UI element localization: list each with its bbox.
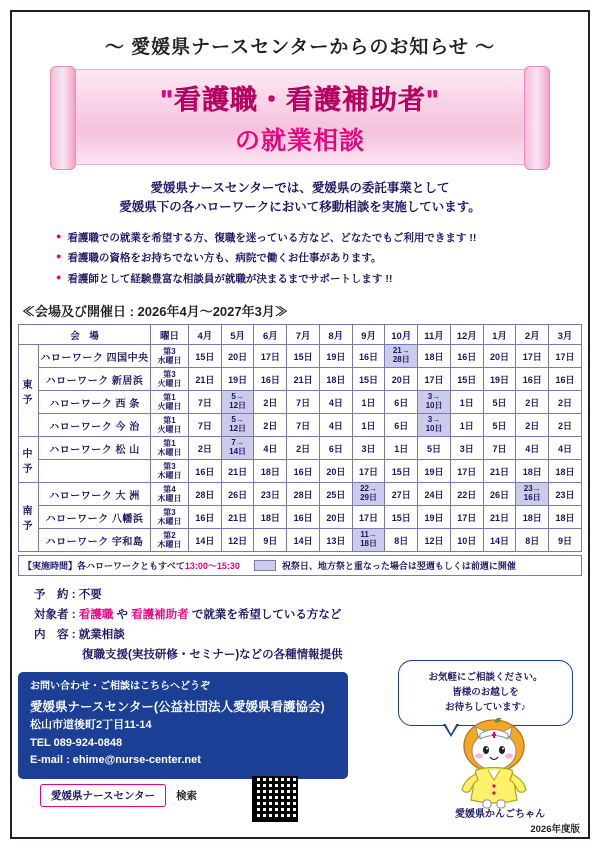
date-cell: 17日: [254, 345, 287, 368]
date-cell: 1日: [450, 391, 483, 414]
date-cell: 2日: [549, 414, 582, 437]
date-cell: 3日: [450, 437, 483, 460]
content-line: [34, 625, 582, 645]
info-block: [34, 585, 582, 666]
col-header-month: 1月: [483, 325, 516, 345]
col-header-month: 8月: [319, 325, 352, 345]
date-cell: 15日: [352, 368, 385, 391]
table-row: [19, 529, 582, 552]
venue-cell: ハローワーク 新居浜: [39, 368, 151, 391]
date-cell: 23日: [254, 483, 287, 506]
date-cell: 15日: [189, 345, 222, 368]
col-header-month: 3月: [549, 325, 582, 345]
date-cell: 7日: [189, 391, 222, 414]
bullet-list: [56, 228, 582, 289]
content-label: 内 容 :: [34, 629, 76, 642]
bullet-item: ● 看護職での就業を希望する方、復職を迷っている方など、どなたでもご利用できます !!: [56, 228, 582, 248]
reservation-value: 不要: [78, 589, 102, 602]
col-header-month: 5月: [221, 325, 254, 345]
date-cell: 1日: [450, 414, 483, 437]
table-row: [19, 391, 582, 414]
date-cell: 4日: [319, 414, 352, 437]
date-cell: 19日: [221, 368, 254, 391]
note-prefix: 【実施時間】各ハローワークともすべて: [23, 561, 185, 572]
contact-tel: TEL 089-924-0848: [30, 736, 123, 749]
target-line: [34, 605, 582, 625]
weekday-cell: 第1 火曜日: [151, 414, 189, 437]
date-cell: 19日: [418, 506, 451, 529]
date-cell: 2日: [254, 391, 287, 414]
date-cell: 5日: [418, 437, 451, 460]
date-cell: 18日: [254, 460, 287, 483]
date-cell: 19日: [418, 460, 451, 483]
date-cell: 21日: [483, 506, 516, 529]
reservation-label: 予 約 :: [34, 589, 76, 602]
date-cell: 2日: [189, 437, 222, 460]
schedule-table-body: [19, 345, 582, 552]
date-cell: 7日: [287, 391, 320, 414]
date-cell: 18日: [516, 506, 549, 529]
date-cell: 5→ 12日: [221, 414, 254, 437]
date-cell: 8日: [516, 529, 549, 552]
venue-cell: ハローワーク 宇和島: [39, 529, 151, 552]
date-cell: 16日: [549, 368, 582, 391]
region-cell: 東予: [19, 345, 39, 437]
date-cell: 2日: [549, 391, 582, 414]
date-cell: 16日: [254, 368, 287, 391]
target-nurse: 看護職: [78, 609, 114, 622]
date-cell: 23日: [549, 483, 582, 506]
search-row: [40, 784, 211, 807]
date-cell: 5→ 12日: [221, 391, 254, 414]
date-cell: 17日: [352, 506, 385, 529]
date-cell: 17日: [450, 460, 483, 483]
date-cell: 2日: [287, 437, 320, 460]
date-cell: 15日: [450, 368, 483, 391]
search-button[interactable]: [176, 788, 211, 803]
col-header-month: 2月: [516, 325, 549, 345]
date-cell: 18日: [549, 506, 582, 529]
col-header-month: 6月: [254, 325, 287, 345]
date-cell: 21日: [287, 368, 320, 391]
date-cell: 4日: [254, 437, 287, 460]
date-cell: 10日: [450, 529, 483, 552]
date-cell: 16日: [450, 345, 483, 368]
col-header-month: 12月: [450, 325, 483, 345]
schedule-heading: ≪会場及び開催日 : 2026年4月～2027年3月≫: [22, 304, 288, 320]
date-cell: 19日: [319, 345, 352, 368]
col-header-month: 11月: [418, 325, 451, 345]
banner-title-line1: "看護職・看護補助者": [160, 85, 440, 115]
date-cell: 16日: [189, 506, 222, 529]
date-cell: 5日: [483, 391, 516, 414]
venue-cell: [39, 460, 151, 483]
date-cell: 6日: [319, 437, 352, 460]
lead-line-2: 愛媛県下の各ハローワークにおいて移動相談を実施しています。: [119, 200, 481, 215]
date-cell: 13日: [319, 529, 352, 552]
date-cell: 22日: [450, 483, 483, 506]
col-header-month: 4月: [189, 325, 222, 345]
venue-cell: ハローワーク 松 山: [39, 437, 151, 460]
date-cell: 20日: [319, 460, 352, 483]
table-row: [19, 368, 582, 391]
title-banner: [65, 69, 535, 165]
date-cell: 7日: [189, 414, 222, 437]
table-row: [19, 414, 582, 437]
date-cell: 21日: [221, 460, 254, 483]
weekday-cell: 第1 火曜日: [151, 391, 189, 414]
date-cell: 21日: [221, 506, 254, 529]
date-cell: 6日: [385, 414, 418, 437]
table-row: [19, 506, 582, 529]
date-cell: 17日: [516, 345, 549, 368]
date-cell: 20日: [385, 368, 418, 391]
date-cell: 8日: [385, 529, 418, 552]
date-cell: 18日: [319, 368, 352, 391]
date-cell: 16日: [287, 460, 320, 483]
date-cell: 17日: [352, 460, 385, 483]
date-cell: 21日: [483, 460, 516, 483]
contact-address: 松山市道後町2丁目11-14: [30, 719, 152, 731]
venue-cell: ハローワーク 八幡浜: [39, 506, 151, 529]
date-cell: 26日: [483, 483, 516, 506]
search-input[interactable]: 愛媛県ナースセンター: [40, 784, 166, 807]
date-cell: 9日: [549, 529, 582, 552]
col-header-month: 9月: [352, 325, 385, 345]
date-cell: 3→ 10日: [418, 414, 451, 437]
date-cell: 9日: [254, 529, 287, 552]
date-cell: 20日: [221, 345, 254, 368]
date-cell: 16日: [189, 460, 222, 483]
table-row: [19, 345, 582, 368]
date-cell: 18日: [549, 460, 582, 483]
date-cell: 14日: [287, 529, 320, 552]
content-sub-line: 復職支援(実技研修・セミナー)などの各種情報提供: [82, 649, 343, 662]
venue-cell: ハローワーク 今 治: [39, 414, 151, 437]
date-cell: 4日: [549, 437, 582, 460]
table-row: [19, 460, 582, 483]
col-header-place: 会 場: [19, 325, 151, 345]
date-cell: 18日: [254, 506, 287, 529]
date-cell: 19日: [483, 368, 516, 391]
target-conjunction: や: [116, 609, 128, 622]
date-cell: 2日: [254, 414, 287, 437]
schedule-table-head: [19, 325, 582, 345]
target-tail: で就業を希望している方など: [191, 609, 342, 622]
reservation-line: [34, 585, 582, 605]
region-cell: 南予: [19, 483, 39, 552]
date-cell: 14日: [483, 529, 516, 552]
speech-line-1: お気軽にご相談ください。: [428, 672, 543, 683]
lead-line-1: 愛媛県ナースセンターでは、愛媛県の委託事業として: [150, 181, 450, 195]
date-cell: 17日: [549, 345, 582, 368]
date-cell: 16日: [516, 368, 549, 391]
date-cell: 17日: [418, 368, 451, 391]
note-time: 13:00～15:30: [184, 561, 240, 572]
date-cell: 21→ 28日: [385, 345, 418, 368]
banner-title-line2: の就業相談: [234, 127, 365, 155]
contact-intro: お問い合わせ・ご相談はこちらへどうぞ: [30, 681, 210, 692]
target-label: 対象者 :: [34, 609, 76, 622]
lead-paragraph: [18, 179, 582, 218]
date-cell: 5日: [483, 414, 516, 437]
date-cell: 3→ 10日: [418, 391, 451, 414]
date-cell: 12日: [221, 529, 254, 552]
speech-line-2: 皆様のお越しを: [452, 687, 519, 699]
date-cell: 2日: [516, 391, 549, 414]
col-header-month: 7月: [287, 325, 320, 345]
date-cell: 26日: [221, 483, 254, 506]
date-cell: 25日: [319, 483, 352, 506]
date-cell: 1日: [352, 391, 385, 414]
date-cell: 28日: [189, 483, 222, 506]
date-cell: 11→ 18日: [352, 529, 385, 552]
date-cell: 20日: [483, 345, 516, 368]
date-cell: 27日: [385, 483, 418, 506]
date-cell: 23→ 16日: [516, 483, 549, 506]
date-cell: 24日: [418, 483, 451, 506]
weekday-cell: 第3 水曜日: [151, 345, 189, 368]
target-assistant: 看護補助者: [131, 609, 189, 622]
date-cell: 2日: [516, 414, 549, 437]
content-value: 就業相談: [78, 629, 125, 642]
venue-cell: ハローワーク 四国中央: [39, 345, 151, 368]
date-cell: 6日: [385, 391, 418, 414]
weekday-cell: 第3 木曜日: [151, 460, 189, 483]
weekday-cell: 第3 木曜日: [151, 506, 189, 529]
speech-bubble: [398, 660, 573, 726]
date-cell: 21日: [189, 368, 222, 391]
contact-org: 愛媛県ナースセンター(公益社団法人愛媛県看護協会): [30, 700, 325, 714]
mascot-name: 愛媛県かんごちゃん: [455, 809, 545, 820]
year-version: 2026年度版: [530, 824, 580, 835]
contact-email[interactable]: E-mail : ehime@nurse-center.net: [30, 754, 201, 767]
weekday-cell: 第2 木曜日: [151, 529, 189, 552]
date-cell: 4日: [319, 391, 352, 414]
contact-box: [18, 672, 348, 779]
date-cell: 18日: [418, 345, 451, 368]
date-cell: 4日: [516, 437, 549, 460]
date-cell: 15日: [385, 460, 418, 483]
table-row: [19, 483, 582, 506]
date-cell: 3日: [352, 437, 385, 460]
date-cell: 7日: [287, 414, 320, 437]
date-cell: 15日: [385, 506, 418, 529]
col-header-dow: 曜日: [151, 325, 189, 345]
col-header-month: 10月: [385, 325, 418, 345]
weekday-cell: 第4 木曜日: [151, 483, 189, 506]
note-suffix: 祝祭日、地方祭と重なった場合は翌週もしくは前週に開催: [281, 561, 516, 572]
date-cell: 7日: [483, 437, 516, 460]
venue-cell: ハローワーク 西 条: [39, 391, 151, 414]
schedule-note: [18, 555, 582, 576]
date-cell: 16日: [287, 506, 320, 529]
date-cell: 14日: [189, 529, 222, 552]
date-cell: 1日: [352, 414, 385, 437]
venue-cell: ハローワーク 大 洲: [39, 483, 151, 506]
date-cell: 17日: [450, 506, 483, 529]
date-cell: 18日: [516, 460, 549, 483]
date-cell: 1日: [385, 437, 418, 460]
date-cell: 20日: [319, 506, 352, 529]
schedule-table: [18, 324, 582, 552]
search-button-label: 検索: [176, 790, 198, 802]
date-cell: 7→ 14日: [221, 437, 254, 460]
date-cell: 22→ 29日: [352, 483, 385, 506]
date-cell: 16日: [352, 345, 385, 368]
date-cell: 15日: [287, 345, 320, 368]
holiday-swatch: [254, 560, 276, 571]
bullet-item: ● 看護師として経験豊富な相談員が就職が決まるまでサポートします !!: [56, 269, 582, 289]
qr-code-icon[interactable]: [252, 776, 298, 822]
bullet-item: ● 看護職の資格をお持ちでない方も、病院で働くお仕事があります。: [56, 248, 582, 268]
region-cell: 中予: [19, 437, 39, 483]
weekday-cell: 第1 木曜日: [151, 437, 189, 460]
top-title: ～ 愛媛県ナースセンターからのお知らせ ～: [104, 37, 496, 58]
date-cell: 12日: [418, 529, 451, 552]
table-row: [19, 437, 582, 460]
weekday-cell: 第3 火曜日: [151, 368, 189, 391]
date-cell: 28日: [287, 483, 320, 506]
speech-line-3: お待ちしています♪: [445, 702, 526, 714]
table-header-row: [19, 325, 582, 345]
